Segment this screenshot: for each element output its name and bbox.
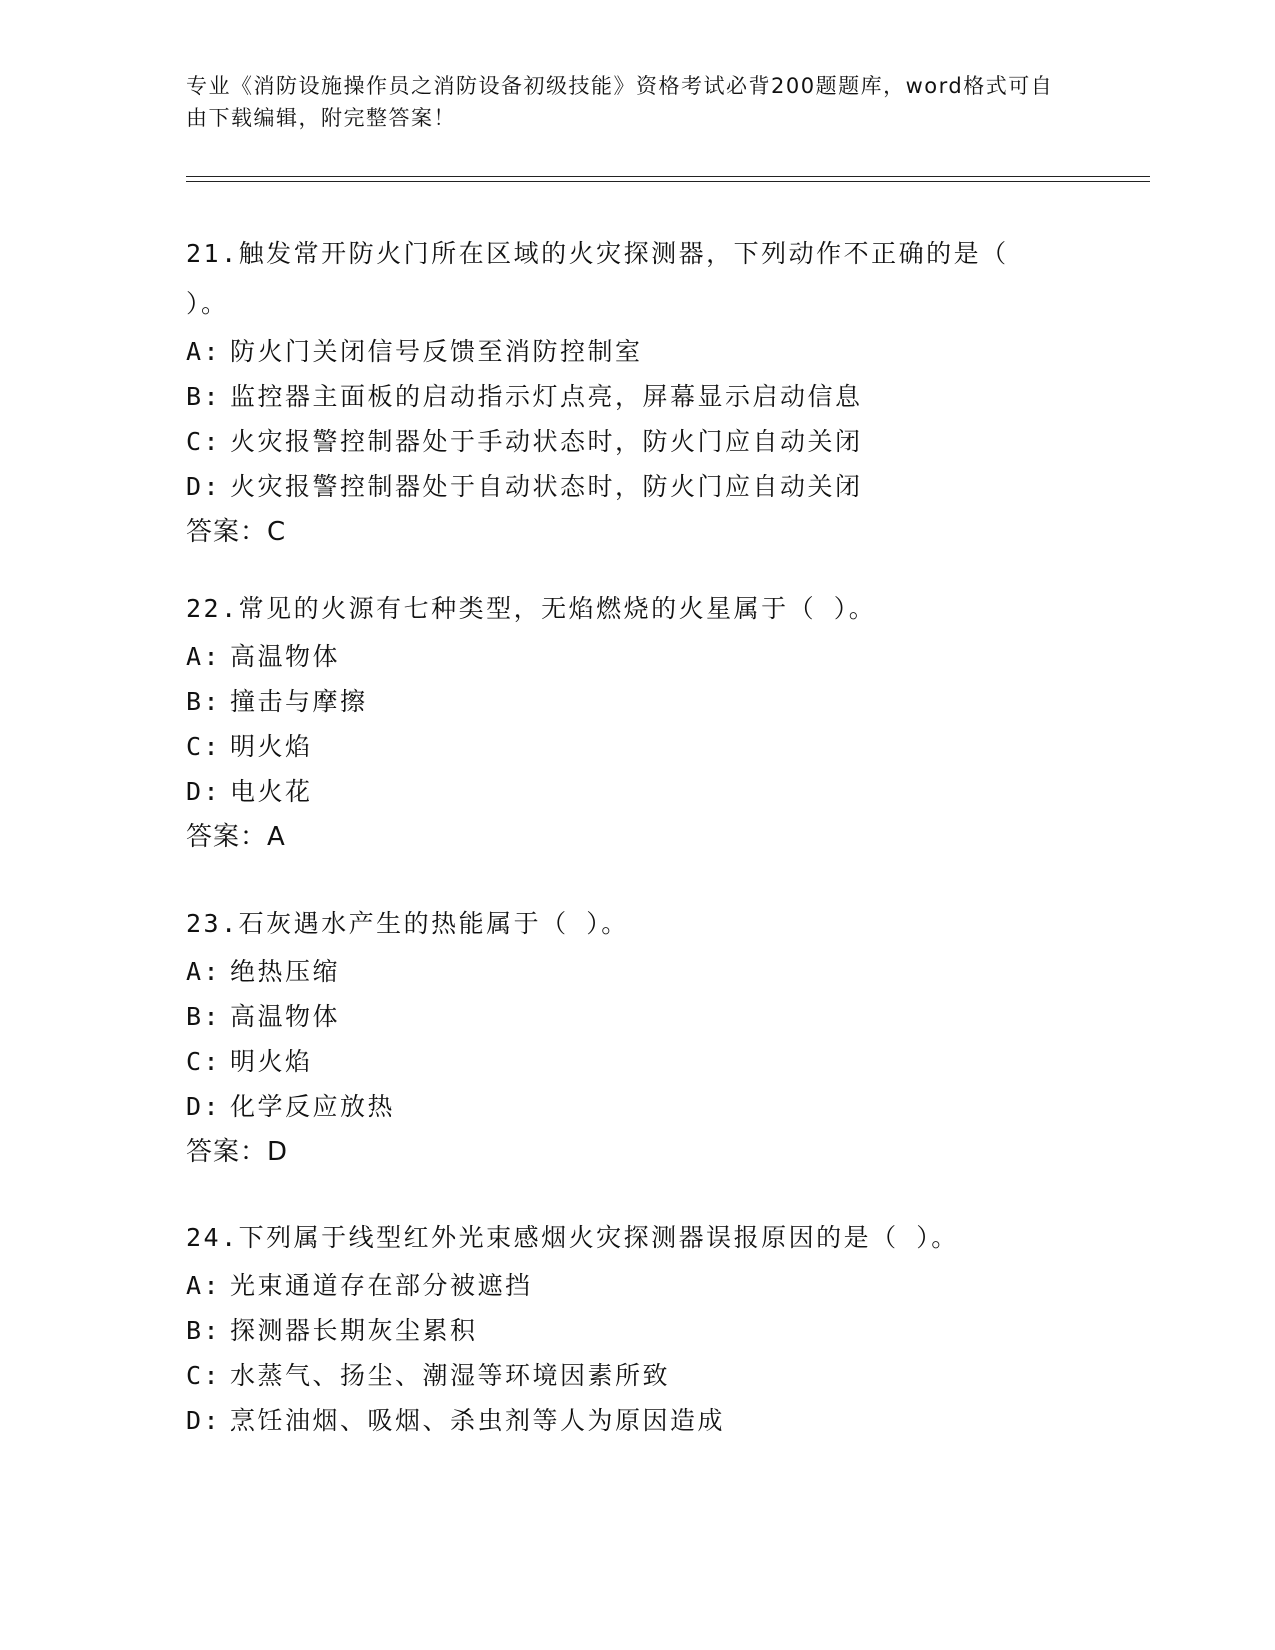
option-letter: C: — [186, 1047, 222, 1076]
header-divider-top — [186, 176, 1150, 177]
question-22 — [186, 584, 1086, 860]
option-letter: A: — [186, 957, 222, 986]
option-text: 明火焰 — [230, 732, 313, 761]
option-c — [186, 1039, 1086, 1084]
answer-value: C — [267, 517, 287, 547]
option-text: 烹饪油烟、吸烟、杀虫剂等人为原因造成 — [230, 1406, 726, 1435]
option-letter: C: — [186, 732, 222, 761]
option-letter: D: — [186, 1406, 222, 1435]
option-c — [186, 1353, 1086, 1398]
option-text: 火灾报警控制器处于手动状态时，防火门应自动关闭 — [230, 427, 863, 456]
answer-value: D — [267, 1137, 289, 1167]
option-letter: A: — [186, 337, 222, 366]
answer-line — [186, 1129, 1086, 1175]
option-a — [186, 329, 1086, 374]
option-b — [186, 1308, 1086, 1353]
question-21 — [186, 229, 1086, 555]
option-letter: C: — [186, 427, 222, 456]
option-text: 水蒸气、扬尘、潮湿等环境因素所致 — [230, 1361, 671, 1390]
option-text: 监控器主面板的启动指示灯点亮，屏幕显示启动信息 — [230, 382, 863, 411]
option-text: 防火门关闭信号反馈至消防控制室 — [230, 337, 643, 366]
option-text: 撞击与摩擦 — [230, 687, 368, 716]
option-letter: D: — [186, 472, 222, 501]
option-b — [186, 994, 1086, 1039]
option-d — [186, 769, 1086, 814]
option-letter: A: — [186, 642, 222, 671]
answer-label: 答案： — [186, 1137, 268, 1167]
question-stem: 21.触发常开防火门所在区域的火灾探测器，下列动作不正确的是（ ）。 — [186, 239, 1009, 318]
option-letter: D: — [186, 777, 222, 806]
option-d — [186, 1398, 1086, 1443]
option-text: 火灾报警控制器处于自动状态时，防火门应自动关闭 — [230, 472, 863, 501]
option-text: 化学反应放热 — [230, 1092, 396, 1121]
option-a — [186, 1263, 1086, 1308]
option-letter: B: — [186, 1316, 222, 1345]
option-c — [186, 419, 1086, 464]
question-23 — [186, 899, 1086, 1175]
option-d — [186, 1084, 1086, 1129]
option-d — [186, 464, 1086, 509]
option-a — [186, 949, 1086, 994]
answer-label: 答案： — [186, 822, 268, 852]
question-stem: 23.石灰遇水产生的热能属于（ ）。 — [186, 909, 629, 938]
question-stem: 22.常见的火源有七种类型，无焰燃烧的火星属于（ ）。 — [186, 594, 877, 623]
option-text: 绝热压缩 — [230, 957, 341, 986]
option-a — [186, 634, 1086, 679]
question-24 — [186, 1213, 1086, 1443]
header-divider-bottom — [186, 181, 1150, 182]
option-letter: A: — [186, 1271, 222, 1300]
option-text: 高温物体 — [230, 1002, 341, 1031]
answer-label: 答案： — [186, 517, 268, 547]
option-text: 明火焰 — [230, 1047, 313, 1076]
option-b — [186, 374, 1086, 419]
answer-line — [186, 509, 1086, 555]
option-c — [186, 724, 1086, 769]
answer-value: A — [267, 822, 286, 852]
option-letter: B: — [186, 687, 222, 716]
option-letter: B: — [186, 1002, 222, 1031]
option-b — [186, 679, 1086, 724]
option-letter: B: — [186, 382, 222, 411]
option-text: 光束通道存在部分被遮挡 — [230, 1271, 533, 1300]
option-text: 电火花 — [230, 777, 313, 806]
question-stem: 24.下列属于线型红外光束感烟火灾探测器误报原因的是（ ）。 — [186, 1223, 959, 1252]
option-text: 探测器长期灰尘累积 — [230, 1316, 478, 1345]
option-text: 高温物体 — [230, 642, 341, 671]
document-intro: 专业《消防设施操作员之消防设备初级技能》资格考试必背200题题库，word格式可自由下载编辑，附完整答案！ — [186, 74, 1054, 130]
answer-line — [186, 814, 1086, 860]
option-letter: C: — [186, 1361, 222, 1390]
option-letter: D: — [186, 1092, 222, 1121]
